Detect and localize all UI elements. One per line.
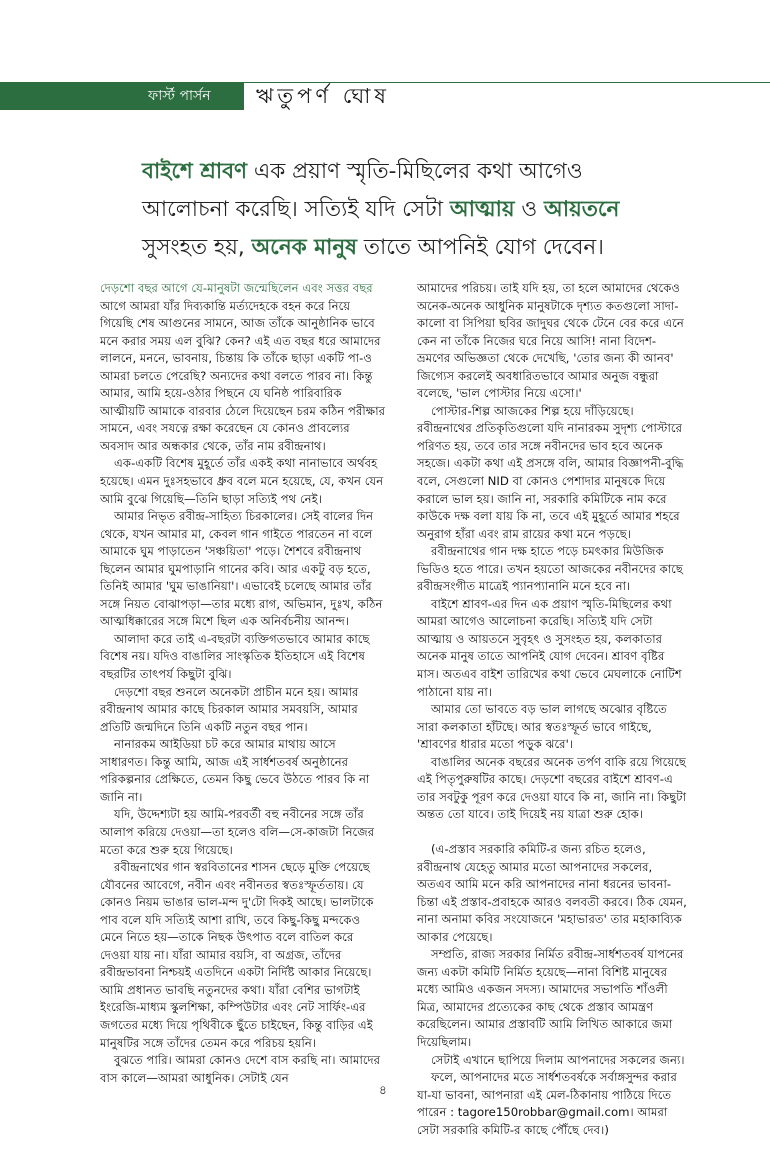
paragraph: রবীন্দ্রনাথের গান স্বরবিতানের শাসন ছেড়ে মুক্তি পেয়েছে যৌবনের আবেগে, নবীন এবং নবীনতর স্বতঃস্ফূর্ততায়। যে কোনও নিয়ম ভাঙার ভাল-মন্দ দু'টো দিকই আছে। ভালটাকে পাব বলে যদি সত্যিই আশা রাখি, তবে কিছু-কিছু মন্দকেও মেনে নিতে হয়—তাকে নিছক উৎপাত বলে বাতিল করে দেওয়া যায় না। যাঁরা আমার বয়সি, বা অগ্রজ, তাঁদের রবীন্দ্রভাবনা নিশ্চয়ই এতদিনে একটা নির্দিষ্ট আকার নিয়েছে। আমি প্রধানত ভাবছি নতুনদের কথা। যাঁরা বেশির ভাগটাই ইংরেজি-মাধ্যম স্কুলশিক্ষা, কম্পিউটার এবং নেট সার্ফিং-এর জগতের মধ্যে দিয়ে পৃথিবীকে ছুঁতে চাইছেন, কিন্তু বাড়ির এই মানুষটির সঙ্গে তাঁদের তেমন করে পরিচয় হয়নি। [100, 860, 374, 1050]
paragraph: আমার তো ভাবতে বড় ভাল লাগছে অঝোর বৃষ্টিতে সারা কলকাতা হাঁটছে। আর স্বতঃস্ফূর্ত ভাবে গাইছে, 'শ্রাবণের ধারার মতো পড়ুক ঝরে'। [417, 702, 667, 752]
paragraph: বাঙালির অনেক বছরের অনেক তর্পণ বাকি রয়ে গিয়েছে এই পিতৃপুরুষটির কাছে। দেড়শো বছরের বাইশে শ্রাবণ-এ তার সবটুকু পূরণ করে দেওয়া যাবে কি না, জানি না। কিছুটা অন্তত তো যাবে। তাই দিয়েই নয় যাত্রা শুরু হোক। [417, 754, 686, 822]
intro-text: আলোচনা করেছি। সত্যিই যদি সেটা [142, 197, 450, 222]
section-label: ফার্স্ট পার্সন [148, 88, 211, 104]
paragraph: আমার নিভৃত রবীন্দ্র-সাহিত্য চিরকালের। সেই বালের দিন থেকে, যখন আমার মা, কেবল গান গাইতে পারতেন না বলে আমাকে ঘুম পাড়াতেন 'সঞ্চয়িতা' পড়ে। শৈশবে রবীন্দ্রনাথ ছিলেন আমার ঘুমপাড়ানি গানের কবি। আর একটু বড় হতে, তিনিই আমার 'ঘুম ভাঙানিয়া'। এভাবেই চলেছে আমার তাঁর সঙ্গে নিয়ত বোঝাপড়া—তার মধ্যে রাগ, অভিমান, দুঃখ, কঠিন আত্মধিক্কারের সঙ্গে মিশে ছিল এক অনির্বচনীয় আনন্দ। [100, 509, 383, 629]
paragraph: সেটাই এখানে ছাপিয়ে দিলাম আপনাদের সকলের জন্য। [431, 1052, 685, 1067]
paragraph: এক-একটি বিশেষ মুহূর্তে তাঁর একই কথা নানাভাবে অর্থবহ হয়েছে। এমন দুঃসহভাবে ধ্রুব বলে মনে হয়েছে, যে, কখন যেন আমি বুঝে গিয়েছি—তিনি ছাড়া সত্যিই পথ নেই। [100, 456, 384, 506]
paragraph: পোস্টার-শিল্প আজকের শিল্প হয়ে দাঁড়িয়েছে। রবীন্দ্রনাথের প্রতিকৃতিগুলো যদি নানারকম সুদৃশ্য পোস্টারে পরিণত হয়, তবে তার সঙ্গে নবীনদের ভাব হবে অনেক সহজে। একটা কথা এই প্রসঙ্গে বলি, আমার বিজ্ঞাপনী-বুদ্ধি বলে, সেগুলো NID বা কোনও পেশাদার মানুষকে দিয়ে করালে ভাল হয়। জানি না, সরকারি কমিটিকে নাম করে কাউকে দক্ষ বলা যায় কি না, তবে এই মুহূর্তে আমার শহরে অনুরাগ হাঁরা এবং রাম রায়ের কথা মনে পড়ছে। [417, 403, 684, 541]
section-header [0, 82, 770, 110]
intro-highlight: আত্মায় [449, 197, 515, 222]
intro-line [142, 153, 712, 191]
intro-text: এক প্রয়াণ স্মৃতি-মিছিলের কথা আগেও [247, 159, 583, 184]
intro-highlight: বাইশে শ্রাবণ [142, 159, 248, 184]
paragraph: আগে আমরা যাঁর দিব্যকান্তি মর্ত্যদেহকে বহন করে নিয়ে গিয়েছি শেষ আগুনের সামনে, আজ তাঁকে আনুষ্ঠানিক ভাবে মনে করার সময় এল বুঝি? কেন? এই এত বছর ধরে আমাদের লালনে, মননে, ভাবনায়, চিন্তায় কি তাঁকে ছাড়া একটি পা-ও আমরা চলতে পেরেছি? অন্যদের কথা বলতে পারব না। কিন্তু আমার, আমি হয়ে-ওঠার পিছনে যে ঘনিষ্ঠ পারিবারিক আত্মীয়টি আমাকে বারবার ঠেলে দিয়েছেন চরম কঠিন পরীক্ষার সামনে, এবং সযত্নে রক্ষা করেছেন যে কোনও প্রাবল্যের অবসাদ আর অন্ধকার থেকে, তাঁর নাম রবীন্দ্রনাথ। [100, 298, 386, 453]
article-column-left [100, 280, 386, 1087]
intro-text: সুসংহত হয়, [142, 235, 252, 260]
paragraph: আমাদের পরিচয়। তাই যদি হয়, তা হলে আমাদের থেকেও অনেক-অনেক আধুনিক মানুষটাকে দৃশ্যত কতগুলো সাদা-কালো বা সিপিয়া ছবির জাদুঘর থেকে টেনে বের করে এনে কেন না তাঁকে নিজের ঘরে নিয়ে আসি! নানা বিদেশ-ভ্রমণের অভিজ্ঞতা থেকে দেখেছি, 'তোর জন্য কী আনব' জিগ্যেস করলেই অবধারিতভাবে আমার অনুজ বন্ধুরা বলেছে, 'ভাল পোস্টার নিয়ে এসো।' [417, 281, 684, 401]
intro-line [142, 229, 712, 267]
paragraph: বুঝতে পারি। আমরা কোনও দেশে বাস করছি না। আমাদের বাস কালে—আমরা আধুনিক। সেটাই যেন [100, 1053, 381, 1085]
paragraph: যদি, উদ্দেশ্যটা হয় আমি-পরবর্তী বহু নবীনের সঙ্গে তাঁর আলাপ করিয়ে দেওয়া—তা হলেও বলি—সে-কাজটা নিজের মতো করে শুরু হয়ে গিয়েছে। [100, 807, 375, 857]
intro-pullquote [142, 153, 712, 267]
intro-text: তাতে আপনিই যোগ দেবেন। [357, 235, 604, 260]
paragraph: রবীন্দ্রনাথের গান দক্ষ হাতে পড়ে চমৎকার মিউজিক ভিডিও হতে পারে। তখন হয়তো আজকের নবীনদের কাছে রবীন্দ্রসংগীত মাত্রেই প্যানপ্যানানি মনে হবে না। [417, 544, 683, 594]
page-number: ৪ [379, 1083, 387, 1097]
intro-highlight: অনেক মানুষ [251, 235, 358, 260]
lead-line: দেড়শো বছর আগে যে-মানুষটা জন্মেছিলেন এবং সত্তর বছর [100, 281, 373, 295]
paragraph: নানারকম আইডিয়া চট করে আমার মাথায় আসে সাধারণত। কিন্তু আমি, আজ এই সার্ধশতবর্ষ অনুষ্ঠানের পরিকল্পনার প্রেক্ষিতে, তেমন কিছু ভেবে উঠতে পারব কি না জানি না। [100, 737, 370, 804]
article-column-right [417, 280, 689, 1139]
intro-line [142, 191, 712, 229]
paragraph: ফলে, আপনাদের মতে সার্ধশতবর্ষকে সর্বাঙ্গসুন্দর করার যা-যা ভাবনা, আপনারা এই মেল-ঠিকানায় পাঠিয়ে দিতে পারেন : tagore150robbar@gmail.com। আমরা সেটা সরকারি কমিটি-র কাছে পৌঁছে দেব।) [417, 1070, 677, 1137]
paragraph: সম্প্রতি, রাজ্য সরকার নির্মিত রবীন্দ্র-সার্ধশতবর্ষ যাপনের জন্য একটা কমিটি নির্মিত হয়েছে—নানা বিশিষ্ট মানুষের মধ্যে আমিও একজন সদস্য। আমাদের সভাপতি শাঁওলী মিত্র, আমাদের প্রত্যেকের কাছ থেকে প্রস্তাব আমন্ত্রণ করেছিলেন। আমার প্রস্তাবটি আমি লিখিত আকারে জমা দিয়েছিলাম। [417, 947, 684, 1049]
intro-text: ও [514, 197, 545, 222]
paragraph: বাইশে শ্রাবণ-এর দিন এক প্রয়াণ স্মৃতি-মিছিলের কথা আমরা আগেও আলোচনা করেছি। সত্যিই যদি সেটা আত্মায় ও আয়তনে সুবৃহৎ ও সুসংহত হয়, কলকাতার অনেক মানুষ তাতে আপনিই যোগ দেবেন। শ্রাবণ বৃষ্টির মাস। অতএব বাইশ তারিখের কথা ভেবে মেঘলাকে নোটিশ পাঠানো যায় না। [417, 596, 682, 699]
paragraph: আলাদা করে তাই এ-বছরটা ব্যক্তিগতভাবে আমার কাছে বিশেষ নয়। যদিও বাঙালির সাংস্কৃতিক ইতিহাসে এই বিশেষ বছরটির তাৎপর্য কিছুটা বুঝি। [100, 631, 370, 682]
section-label-box [0, 82, 244, 110]
paragraph: দেড়শো বছর শুনলে অনেকটা প্রাচীন মনে হয়। আমার রবীন্দ্রনাথ আমার কাছে চিরকাল আমার সমবয়সি, আমার প্রতিটি জন্মদিনে তিনি একটি নতুন বছর পান। [100, 684, 359, 734]
author-name: ঋতুপর্ণ ঘোষ [256, 84, 390, 108]
paragraph: (এ-প্রস্তাব সরকারি কমিটি-র জন্য রচিত হলেও, রবীন্দ্রনাথ যেহেতু আমার মতো আপনাদের সকলের, অতএব আমি মনে করি আপনাদের নানা ধরনের ভাবনা-চিন্তা এই প্রস্তাব-প্রবাহকে আরও বলবতী করবে। ঠিক যেমন, নানা অনামা কবির সংযোজনে 'মহাভারত' তার মহাকাব্যিক আকার পেয়েছে। [417, 841, 687, 944]
intro-highlight: আয়তনে [544, 197, 620, 222]
